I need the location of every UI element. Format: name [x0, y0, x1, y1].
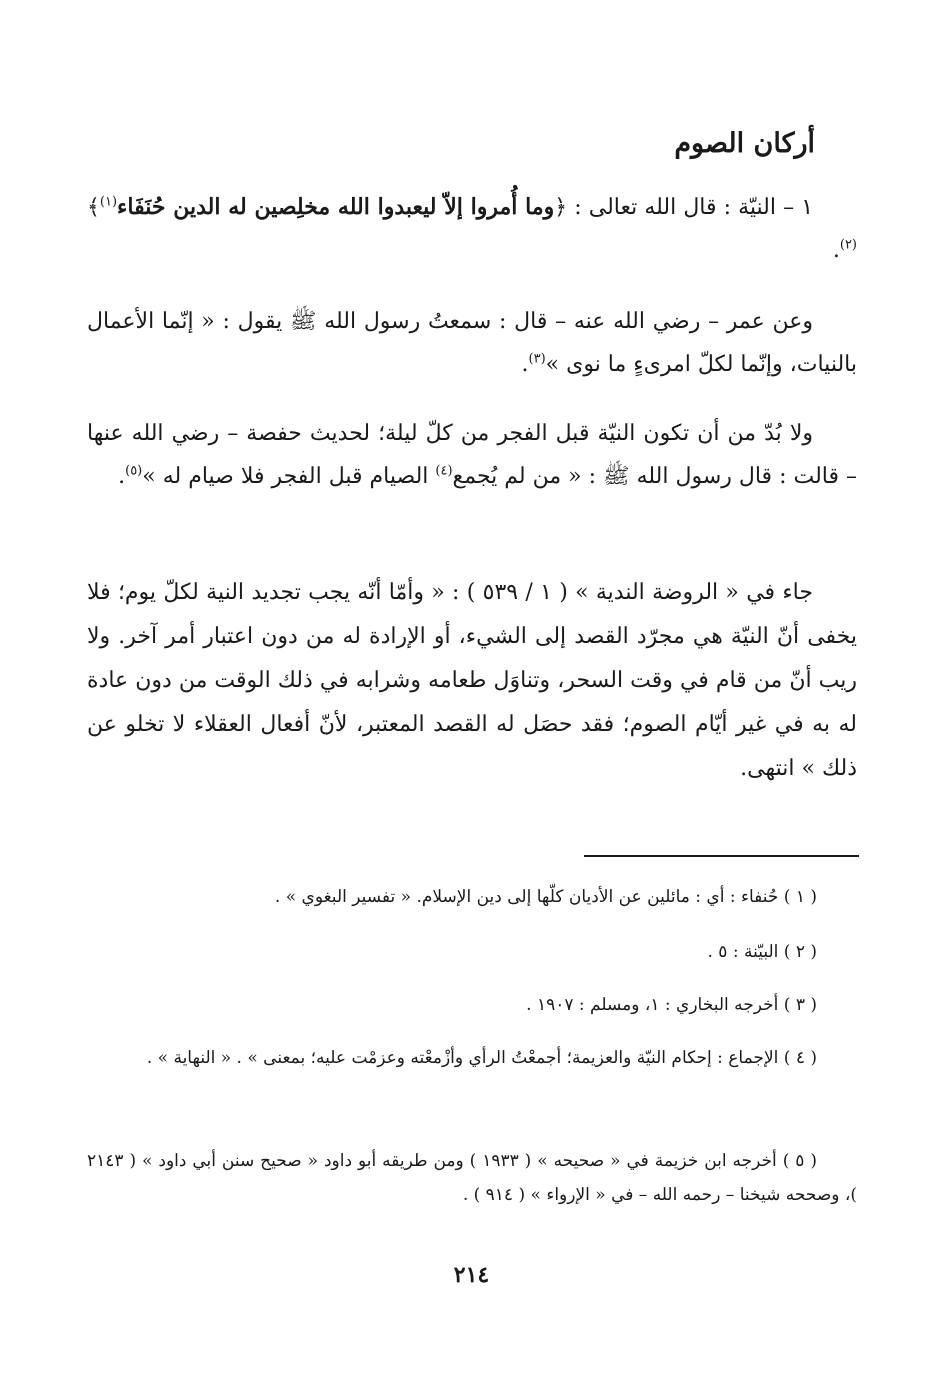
page-number: ٢١٤	[453, 1262, 490, 1288]
footnote-mark-5: (٥)	[125, 463, 143, 479]
paragraph-3	[87, 412, 857, 498]
footnote-5-text: ( ٥ ) أخرجه ابن خزيمة في « صحيحه » ( ١٩٣٣ ) ومن طريقه أبو داود « صحيح سنن أبي داود » ( ٢١٤٣ )، وصححه شيخنا – رحمه الله – في « الإرواء » ( ٩١٤ ) .	[87, 1151, 857, 1205]
footnote-3-text: ( ٣ ) أخرجه البخاري : ١، ومسلم : ١٩٠٧ .	[526, 995, 817, 1015]
footnote-4-text: ( ٤ ) الإجماع : إحكام النيّة والعزيمة؛ أجمعْتُ الرأي وأزْمعْته وعزمْت عليه؛ بمعنى » . « النهاية » .	[146, 1048, 817, 1068]
paragraph-2	[87, 300, 857, 386]
paragraph-1	[87, 186, 857, 272]
footnote-3	[87, 988, 857, 1022]
paragraph-3-text-cont: الصيام قبل الفجر فلا صيام له »	[142, 464, 436, 489]
footnote-5	[87, 1144, 857, 1212]
paragraph-4	[87, 571, 857, 791]
footnote-2	[87, 935, 857, 969]
paragraph-3-end: .	[118, 464, 126, 489]
footnote-1	[87, 880, 857, 914]
footnote-mark-3: (٣)	[528, 351, 546, 367]
paragraph-1-intro: ١ – النيّة : قال الله تعالى : ﴿	[554, 195, 814, 220]
footnote-separator	[584, 855, 859, 857]
footnote-1-text: ( ١ ) حُنفاء : أي : مائلين عن الأديان كلّها إلى دين الإسلام. « تفسير البغوي » .	[274, 887, 817, 907]
footnote-mark-1: (١)	[99, 194, 118, 210]
paragraph-4-text: جاء في « الروضة الندية » ( ١ / ٥٣٩ ) : « وأمّا أنّه يجب تجديد النية لكلّ يوم؛ فلا يخفى أنّ النيّة هي مجرّد القصد إلى الشيء، أو الإرادة له من دون اعتبار أمر آخر. ولا ريب أنّ من قام في وقت السحر، وتناوَل طعامه وشرابه في ذلك الوقت من دون عادة له به في غير أيّام الصوم؛ فقد حصَل له القصد المعتبر، لأنّ أفعال العقلاء لا تخلو عن ذلك » انتهى.	[87, 580, 857, 781]
footnote-mark-4: (٤)	[435, 463, 453, 479]
section-heading: أركان الصوم	[674, 128, 815, 159]
paragraph-1-end: .	[832, 238, 840, 263]
footnote-mark-2: (٢)	[839, 237, 857, 253]
paragraph-3-text: ولا بُدّ من أن تكون النيّة قبل الفجر من كلّ ليلة؛ لحديث حفصة – رضي الله عنها – قالت : قال رسول الله ﷺ : « من لم يُجمع	[87, 421, 857, 489]
footnote-2-text: ( ٢ ) البيّنة : ٥ .	[707, 942, 817, 962]
verse-close-bracket: ﴾	[87, 195, 100, 220]
quran-verse: وما أُمروا إلاّ ليعبدوا الله مخلِصين له الدين حُنَفَاء	[117, 194, 555, 220]
paragraph-2-end: .	[521, 352, 529, 377]
footnote-4	[87, 1041, 857, 1075]
paragraph-2-text: وعن عمر – رضي الله عنه – قال : سمعتُ رسول الله ﷺ يقول : « إنّما الأعمال بالنيات، وإنّما لكلّ امرىءٍ ما نوى »	[87, 309, 857, 377]
